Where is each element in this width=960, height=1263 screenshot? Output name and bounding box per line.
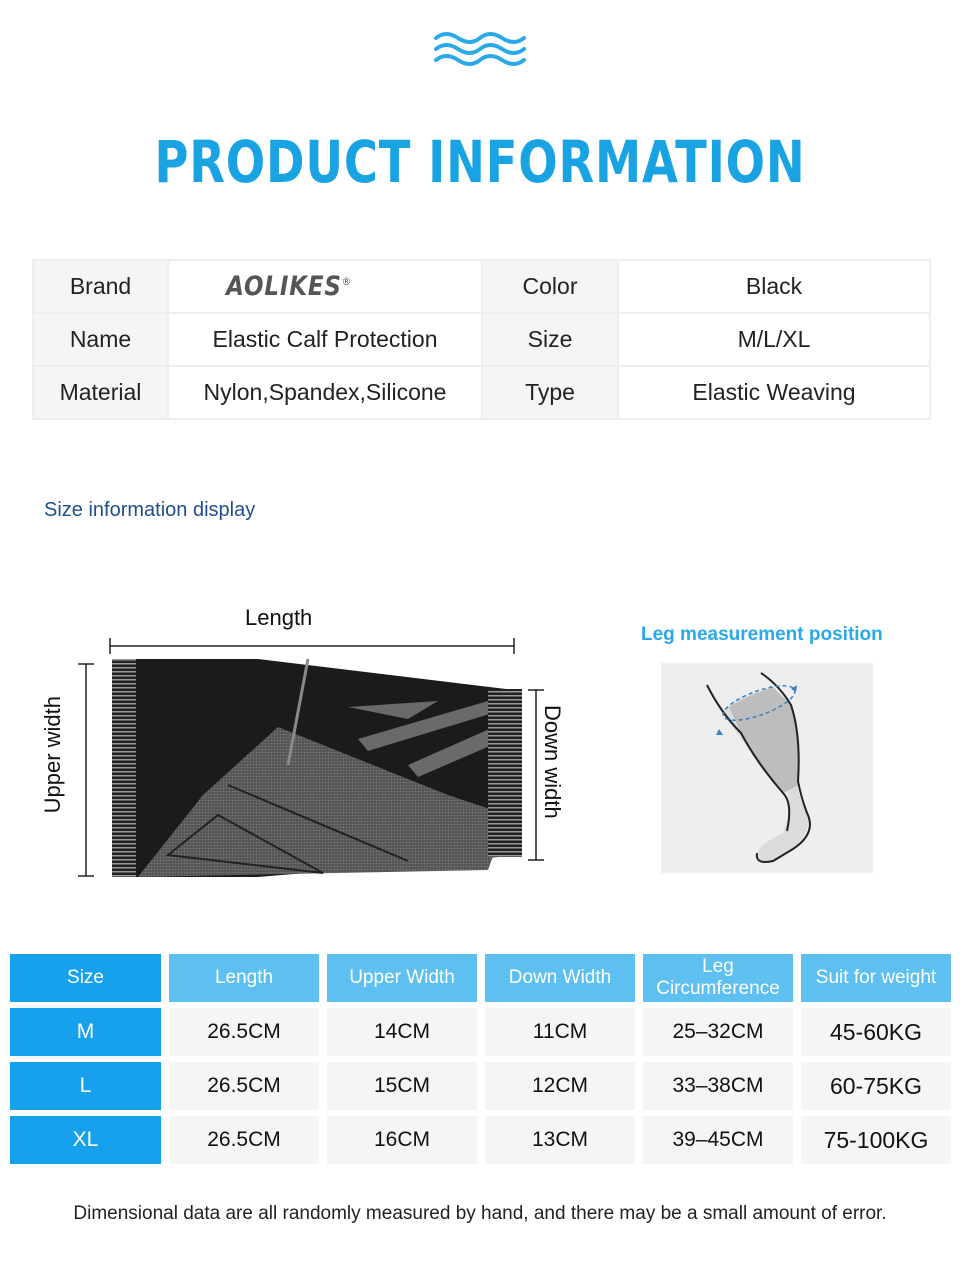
type-value: Elastic Weaving (618, 366, 930, 419)
table-row (33, 313, 930, 366)
upper-width-label: Upper width (40, 696, 65, 814)
down-width-label: Down width (540, 705, 565, 819)
header-suit-weight: Suit for weight (801, 954, 951, 1002)
size-info-heading: Size information display (44, 499, 256, 521)
color-label: Color (482, 260, 618, 313)
size-table (2, 948, 959, 1170)
table-row (10, 1008, 951, 1056)
material-value: Nylon,Spandex,Silicone (168, 366, 482, 419)
brand-logo: AOLIKES® (226, 271, 352, 302)
table-row (10, 1062, 951, 1110)
header-upper-width: Upper Width (327, 954, 477, 1002)
upper-width-dimension-line (74, 660, 98, 880)
size-cell: XL (10, 1116, 161, 1164)
length-label: Length (245, 605, 313, 630)
table-row (10, 1116, 951, 1164)
down-width-cell: 11CM (485, 1008, 635, 1056)
table-row (33, 260, 930, 313)
name-label: Name (33, 313, 168, 366)
product-info-table (32, 259, 931, 420)
length-cell: 26.5CM (169, 1008, 319, 1056)
header-leg-circumference: Leg Circumference (643, 954, 793, 1002)
leg-circumference-cell: 39–45CM (643, 1116, 793, 1164)
size-label: Size (482, 313, 618, 366)
color-value: Black (618, 260, 930, 313)
name-value: Elastic Calf Protection (168, 313, 482, 366)
header-length: Length (169, 954, 319, 1002)
upper-width-cell: 14CM (327, 1008, 477, 1056)
weight-cell: 60-75KG (801, 1062, 951, 1110)
length-cell: 26.5CM (169, 1062, 319, 1110)
calf-sleeve-illustration (108, 655, 528, 881)
table-row (33, 366, 930, 419)
header-down-width: Down Width (485, 954, 635, 1002)
brand-value (168, 260, 482, 313)
down-width-cell: 13CM (485, 1116, 635, 1164)
size-cell: M (10, 1008, 161, 1056)
page-title: PRODUCT INFORMATION (154, 128, 806, 196)
header-size: Size (10, 954, 161, 1002)
leg-circumference-cell: 25–32CM (643, 1008, 793, 1056)
material-label: Material (33, 366, 168, 419)
weight-cell: 75-100KG (801, 1116, 951, 1164)
brand-label: Brand (33, 260, 168, 313)
length-cell: 26.5CM (169, 1116, 319, 1164)
weight-cell: 45-60KG (801, 1008, 951, 1056)
upper-width-cell: 16CM (327, 1116, 477, 1164)
size-value: M/L/XL (618, 313, 930, 366)
size-cell: L (10, 1062, 161, 1110)
wave-icon (432, 28, 528, 68)
leg-circumference-cell: 33–38CM (643, 1062, 793, 1110)
disclaimer-note: Dimensional data are all randomly measured by hand, and there may be a small amount of error. (73, 1203, 887, 1224)
leg-measurement-illustration (661, 663, 873, 873)
upper-width-cell: 15CM (327, 1062, 477, 1110)
down-width-cell: 12CM (485, 1062, 635, 1110)
size-table-header (10, 954, 951, 1002)
type-label: Type (482, 366, 618, 419)
leg-measurement-label: Leg measurement position (641, 624, 883, 645)
